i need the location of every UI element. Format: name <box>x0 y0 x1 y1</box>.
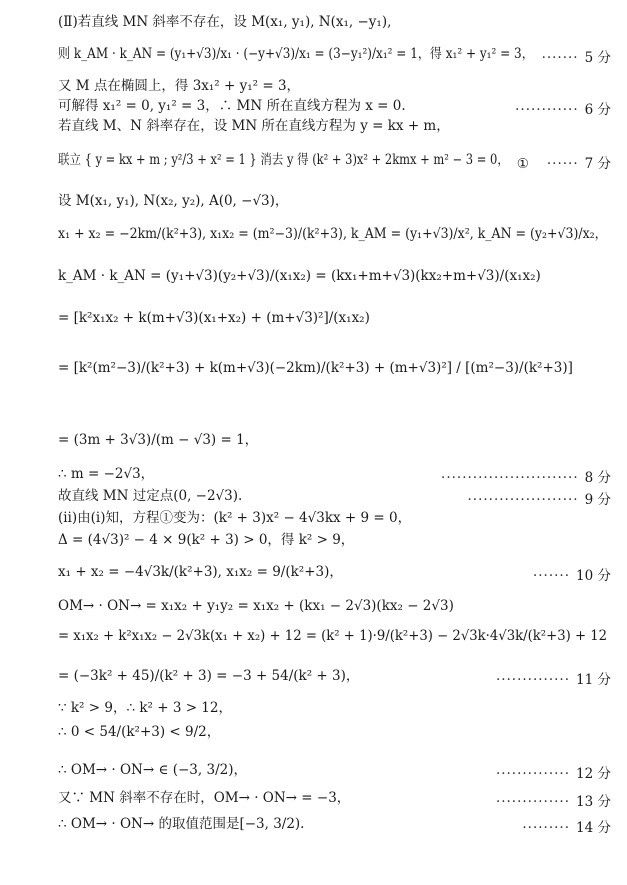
line-7-text: 设 M(x₁, y₁), N(x₂, y₂), A(0, −√3)， <box>58 193 289 209</box>
line-6-score <box>517 152 611 172</box>
leader-dots: ·························· <box>441 470 579 486</box>
line-21 <box>58 700 607 716</box>
line-10 <box>58 310 607 326</box>
line-23-text: ∴ OM→ · ON→ ∈ (−3, 3/2)， <box>58 762 247 778</box>
leader-dots: ······· <box>541 50 579 66</box>
line-2 <box>58 46 607 62</box>
line-18 <box>58 598 607 614</box>
line-8-text: x₁ + x₂ = −2km/(k²+3), x₁x₂ = (m²−3)/(k²+3), k_AM = (y₁+√3)/x², k_AN = (y₂+√3)/x₂， <box>58 226 608 242</box>
score-14: 14 分 <box>576 820 611 836</box>
line-7 <box>58 193 607 209</box>
line-25-text: ∴ OM→ · ON→ 的取值范围是[−3, 3/2). <box>58 816 305 832</box>
line-2-score <box>542 46 611 66</box>
line-1 <box>58 14 607 30</box>
line-3 <box>58 78 607 94</box>
score-11: 11 分 <box>576 672 611 688</box>
leader-dots: ············ <box>515 102 579 118</box>
score-10: 10 分 <box>576 568 611 584</box>
score-7: 7 分 <box>584 156 611 172</box>
line-17-text: x₁ + x₂ = −4√3k/(k²+3), x₁x₂ = 9/(k²+3)， <box>58 564 343 580</box>
line-9 <box>58 268 607 284</box>
line-14-score <box>467 488 611 508</box>
score-13: 13 分 <box>576 794 611 810</box>
line-8 <box>58 226 607 242</box>
line-19-text: = x₁x₂ + k²x₁x₂ − 2√3k(x₁ + x₂) + 12 = (k² + 1)·9/(k²+3) − 2√3k·4√3k/(k²+3) + 12 <box>58 628 608 644</box>
line-9-text: k_AM · k_AN = (y₁+√3)(y₂+√3)/(x₁x₂) = (kx₁+m+√3)(kx₂+m+√3)/(x₁x₂) <box>58 268 541 284</box>
line-3-text: 又 M 点在椭圆上，得 3x₁² + y₁² = 3， <box>58 78 301 94</box>
line-16-text: Δ = (4√3)² − 4 × 9(k² + 3) > 0，得 k² > 9， <box>58 532 355 548</box>
leader-dots: ·············· <box>495 794 571 810</box>
line-14-text: 故直线 MN 过定点(0, −2√3). <box>58 488 243 504</box>
line-11-text: = [k²(m²−3)/(k²+3) + k(m+√3)(−2km)/(k²+3) + (m+√3)²] / [(m²−3)/(k²+3)] <box>58 360 573 376</box>
score-8: 8 分 <box>584 470 611 486</box>
line-20-text: = (−3k² + 45)/(k² + 3) = −3 + 54/(k² + 3)， <box>58 668 360 684</box>
line-13-score <box>441 466 611 486</box>
line-1-text: (Ⅱ)若直线 MN 斜率不存在，设 M(x₁, y₁), N(x₁, −y₁), <box>58 14 392 30</box>
score-9: 9 分 <box>584 492 611 508</box>
score-5: 5 分 <box>584 50 611 66</box>
line-10-text: = [k²x₁x₂ + k(m+√3)(x₁+x₂) + (m+√3)²]/(x₁x₂) <box>58 310 370 326</box>
score-6: 6 分 <box>584 102 611 118</box>
line-5-text: 若直线 M、N 斜率存在，设 MN 所在直线方程为 y = kx + m， <box>58 118 450 134</box>
line-22 <box>58 724 607 740</box>
leader-dots: ·············· <box>495 672 571 688</box>
line-22-text: ∴ 0 < 54/(k²+3) < 9/2， <box>58 724 221 740</box>
line-4-score <box>515 98 611 118</box>
line-13-text: ∴ m = −2√3， <box>58 466 155 482</box>
line-16 <box>58 532 607 548</box>
line-25-score <box>522 816 611 836</box>
leader-dots: ······ <box>546 156 579 172</box>
leader-dots: ········· <box>522 820 571 836</box>
line-15 <box>58 510 607 526</box>
line-24-score <box>496 790 611 810</box>
line-11 <box>58 360 607 376</box>
line-4-text: 可解得 x₁² = 0, y₁² = 3，∴ MN 所在直线方程为 x = 0. <box>58 98 406 114</box>
line-6-text: 联立 { y = kx + m ; y²/3 + x² = 1 } 消去 y 得 (k² + 3)x² + 2kmx + m² − 3 = 0， <box>58 152 509 168</box>
score-12: 12 分 <box>576 766 611 782</box>
line-12 <box>58 432 607 448</box>
line-23-score <box>496 762 611 782</box>
leader-dots: ····················· <box>467 492 579 508</box>
line-20-score <box>496 668 611 688</box>
line-2-text: 则 k_AM · k_AN = (y₁+√3)/x₁ · (−y+√3)/x₁ = (3−y₁²)/x₁² = 1，得 x₁² + y₁² = 3， <box>58 46 534 62</box>
line-21-text: ∵ k² > 9，∴ k² + 3 > 12， <box>58 700 232 716</box>
line-18-text: OM→ · ON→ = x₁x₂ + y₁y₂ = x₁x₂ + (kx₁ − 2√3)(kx₂ − 2√3) <box>58 598 454 614</box>
equation-marker: ① <box>516 156 529 172</box>
leader-dots: ······· <box>532 568 571 584</box>
line-15-text: (ⅱ)由(ⅰ)知，方程①变为：(k² + 3)x² − 4√3kx + 9 = 0， <box>58 510 412 526</box>
line-17-score <box>533 564 611 584</box>
line-12-text: = (3m + 3√3)/(m − √3) = 1， <box>58 432 259 448</box>
line-19 <box>58 628 607 644</box>
leader-dots: ·············· <box>495 766 571 782</box>
line-5 <box>58 118 607 134</box>
line-24-text: 又∵ MN 斜率不存在时，OM→ · ON→ = −3， <box>58 790 351 806</box>
line-17 <box>58 564 607 580</box>
